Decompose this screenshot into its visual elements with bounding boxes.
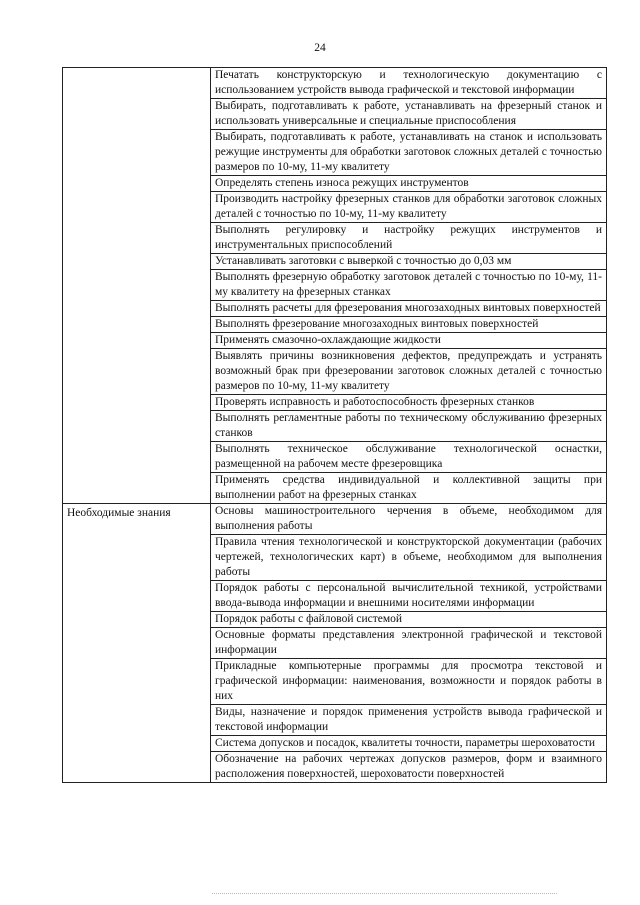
row-label-cell (63, 504, 211, 783)
skills-table (62, 67, 607, 783)
page-number: 24 (314, 42, 326, 54)
list-item: Выполнять фрезерную обработку заготовок деталей с точностью по 10-му, 11-му квалитету на фрезерных станках (211, 269, 606, 300)
list-item: Выполнять регламентные работы по техническому обслуживанию фрезерных станков (211, 410, 606, 441)
list-item: Выбирать, подготавливать к работе, устанавливать на фрезерный станок и использовать универсальные и специальные приспособления (211, 98, 606, 129)
list-item: Проверять исправность и работоспособность фрезерных станков (211, 394, 606, 410)
scan-edge-line (212, 893, 557, 895)
list-item: Применять средства индивидуальной и коллективной защиты при выполнении работ на фрезерных станках (211, 472, 606, 503)
row-label: Необходимые знания (67, 507, 171, 519)
list-item: Выполнять фрезерование многозаходных винтовых поверхностей (211, 316, 606, 332)
list-item: Выбирать, подготавливать к работе, устанавливать на станок и использовать режущие инструменты для обработки заготовок сложных деталей с точностью размеров по 10-му, 11-му квалитету (211, 129, 606, 175)
list-item: Печатать конструкторскую и технологическую документацию с использованием устройств вывода графической и текстовой информации (215, 69, 602, 96)
list-item: Порядок работы с файловой системой (211, 611, 606, 627)
list-item: Правила чтения технологической и конструкторской документации (рабочих чертежей, технологических карт) в объеме, необходимом для выполнения работы (211, 534, 606, 580)
list-item: Система допусков и посадок, квалитеты точности, параметры шероховатости (211, 735, 606, 751)
list-item: Выявлять причины возникновения дефектов, предупреждать и устранять возможный брак при фрезеровании заготовок сложных деталей с точностью размеров по 10-му, 11-му квалитету (211, 348, 606, 394)
list-item: Основные форматы представления электронной графической и текстовой информации (211, 627, 606, 658)
list-item: Определять степень износа режущих инструментов (211, 175, 606, 191)
list-item: Порядок работы с персональной вычислительной техникой, устройствами ввода-вывода информации и внешними носителями информации (211, 580, 606, 611)
list-item: Выполнять расчеты для фрезерования многозаходных винтовых поверхностей (211, 300, 606, 316)
row-items-cell (211, 504, 607, 783)
list-item: Устанавливать заготовки с выверкой с точностью до 0,03 мм (211, 253, 606, 269)
list-item: Обозначение на рабочих чертежах допусков размеров, форм и взаимного расположения поверхностей, шероховатости поверхностей (211, 751, 606, 782)
row-label (63, 68, 210, 72)
list-item: Выполнять регулировку и настройку режущих инструментов и инструментальных приспособлений (211, 222, 606, 253)
list-item: Основы машиностроительного черчения в объеме, необходимом для выполнения работы (215, 505, 602, 532)
list-item: Прикладные компьютерные программы для просмотра текстовой и графической информации: наименования, возможности и порядок работы в них (211, 658, 606, 704)
list-item: Виды, назначение и порядок применения устройств вывода графической и текстовой информации (211, 704, 606, 735)
table-row (63, 504, 607, 783)
list-item: Производить настройку фрезерных станков для обработки заготовок сложных деталей с точностью по 10-му, 11-му квалитету (211, 191, 606, 222)
list-item: Применять смазочно-охлаждающие жидкости (211, 332, 606, 348)
list-item: Выполнять техническое обслуживание технологической оснастки, размещенной на рабочем месте фрезеровщика (211, 441, 606, 472)
row-label-cell (63, 68, 211, 504)
table-row (63, 68, 607, 504)
row-items-cell (211, 68, 607, 504)
